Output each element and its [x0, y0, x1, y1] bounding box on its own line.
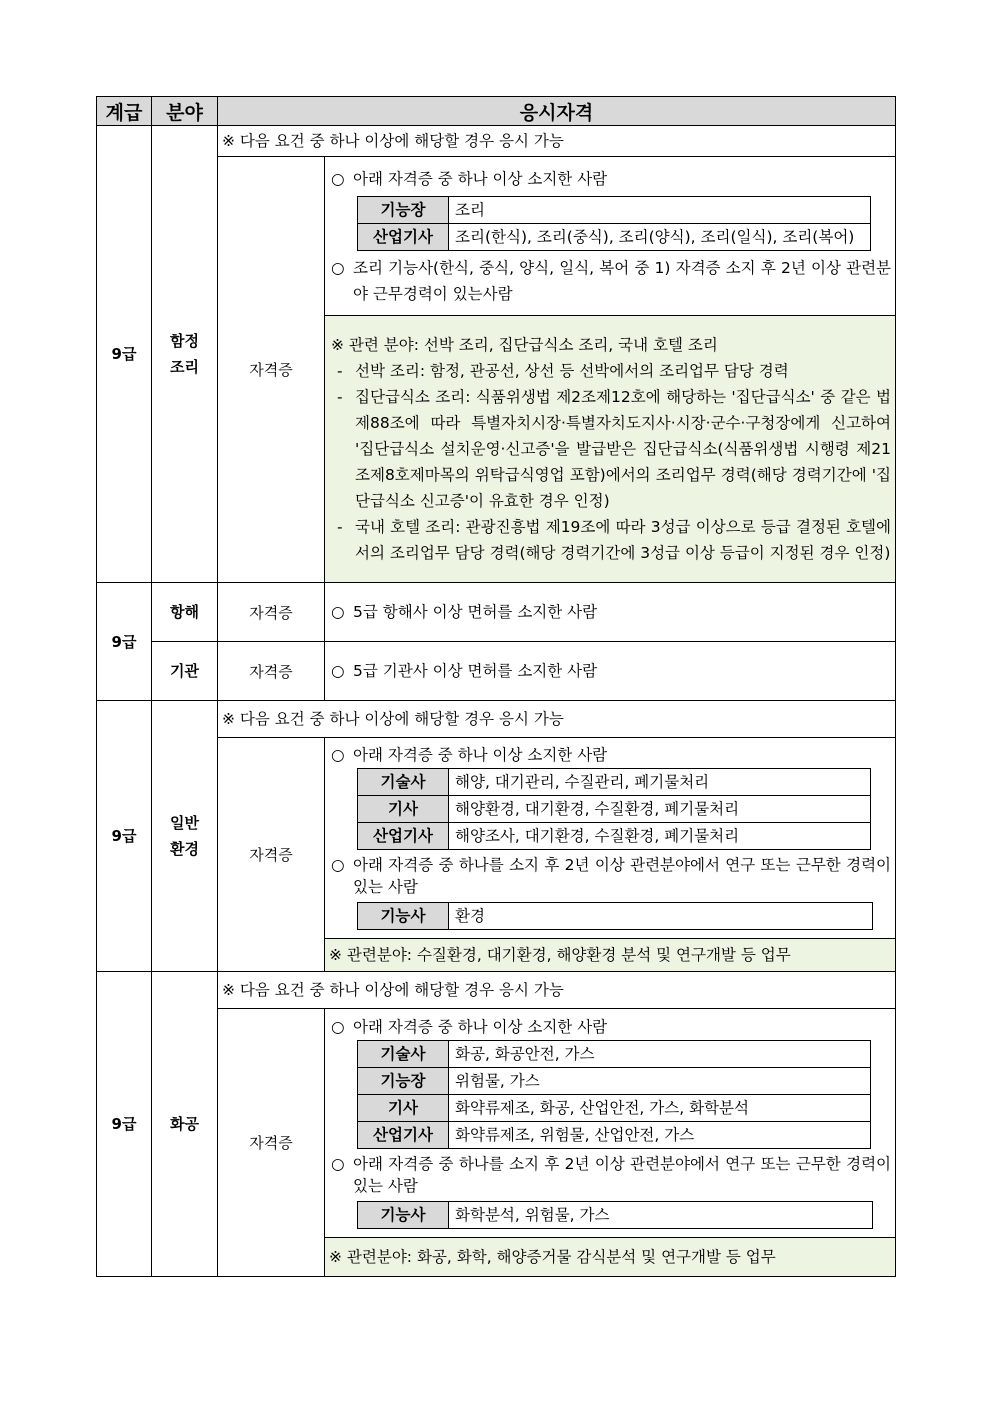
s1-note-title: ※ 관련 분야: 선박 조리, 집단급식소 조리, 국내 호텔 조리 — [331, 336, 718, 354]
cert-row — [358, 1094, 871, 1121]
cert-key: 기능사 — [358, 1201, 449, 1228]
s4-item1 — [331, 1014, 891, 1040]
s3-body — [325, 738, 896, 939]
s2-eng-text: 5급 기관사 이상 면허를 소지한 사람 — [353, 662, 598, 680]
s4-item2 — [331, 1153, 891, 1197]
s1-field-line2: 조리 — [170, 358, 199, 376]
cert-value: 조리(한식), 조리(중식), 조리(양식), 조리(일식), 조리(복어) — [449, 223, 871, 250]
s3-any-condition: ※ 다음 요건 중 하나 이상에 해당할 경우 응시 가능 — [218, 701, 896, 738]
s1-d2-text: 집단급식소 조리: 식품위생법 제2조제12호에 해당하는 '집단급식소' 중 같은 법 제88조에 따라 특별자치시장·특별자치도지사·시장·군수·구청장에게 신고하여 '집단급식소 설치운영·신고증'을 발급받은 집단급식소(식품위생법 시행령 제21조제8호제마목의 위탁급식영업 포함)에서의 조리업무 경력(해당 경력기간에 '집단급식소 신고증'이 유효한 경우 인정) — [355, 388, 892, 510]
s1-d3-text: 국내 호텔 조리: 관광진흥법 제19조에 따라 3성급 이상으로 등급 결정된 호텔에서의 조리업무 담당 경력(해당 경력기간에 3성급 이상 등급이 지정된 경우 인정) — [355, 518, 892, 562]
s1-item1 — [331, 166, 891, 192]
s1-note-d1 — [331, 358, 891, 384]
qualification-table — [96, 96, 896, 1277]
s1-grade: 9급 — [97, 126, 152, 583]
cert-value: 화공, 화공안전, 가스 — [449, 1040, 871, 1067]
s1-license-type: 자격증 — [218, 157, 325, 583]
s3-cert-table — [357, 768, 871, 850]
s1-item2-text: 조리 기능사(한식, 중식, 양식, 일식, 복어 중 1) 자격증 소지 후 2년 이상 관련분야 근무경력이 있는사람 — [353, 258, 892, 303]
cert-key: 기술사 — [358, 769, 449, 796]
s1-body — [325, 157, 896, 316]
s2-eng-license: 자격증 — [218, 642, 325, 701]
cert-key: 기사 — [358, 796, 449, 823]
cert-row — [358, 223, 871, 250]
cert-value: 조리 — [449, 196, 871, 223]
s1-field — [152, 126, 218, 583]
cert-key: 산업기사 — [358, 823, 449, 850]
cert-row — [358, 823, 871, 850]
s4-item1-text: 아래 자격증 중 하나 이상 소지한 사람 — [353, 1017, 608, 1036]
cert-key: 기능장 — [358, 1067, 449, 1094]
s1-field-line1: 함정 — [170, 332, 199, 350]
s4-any-condition: ※ 다음 요건 중 하나 이상에 해당할 경우 응시 가능 — [218, 972, 896, 1009]
bullet-mark: ○ — [331, 662, 345, 680]
s2-grade: 9급 — [97, 583, 152, 701]
cert-row — [358, 769, 871, 796]
s1-item2 — [331, 255, 891, 307]
s4-note: ※ 관련분야: 화공, 화학, 해양증거물 감식분석 및 연구개발 등 업무 — [325, 1238, 896, 1277]
s2-nav-text: 5급 항해사 이상 면허를 소지한 사람 — [353, 603, 598, 621]
header-qualification: 응시자격 — [218, 97, 896, 126]
cert-row — [358, 903, 873, 930]
bullet-mark: ○ — [331, 1154, 345, 1173]
s3-field — [152, 701, 218, 972]
s2-eng-field: 기관 — [152, 642, 218, 701]
s2-nav-license: 자격증 — [218, 583, 325, 642]
cert-row — [358, 1201, 873, 1228]
s2-nav-field: 항해 — [152, 583, 218, 642]
cert-value: 해양, 대기관리, 수질관리, 폐기물처리 — [449, 769, 871, 796]
cert-value: 화약류제조, 화공, 산업안전, 가스, 화학분석 — [449, 1094, 871, 1121]
s1-cert-table — [357, 196, 871, 251]
s1-note — [325, 316, 896, 583]
cert-key: 기술사 — [358, 1040, 449, 1067]
s4-cert-table — [357, 1040, 871, 1149]
s1-note-d2 — [331, 384, 891, 514]
bullet-mark: ○ — [331, 856, 345, 874]
cert-value: 화약류제조, 위험물, 산업안전, 가스 — [449, 1121, 871, 1148]
s3-item1 — [331, 742, 891, 768]
bullet-mark: ○ — [331, 746, 345, 764]
bullet-mark: ○ — [331, 1017, 345, 1036]
s3-item2 — [331, 854, 891, 898]
s1-row-condition — [97, 126, 896, 157]
s2-eng-body — [325, 642, 896, 701]
s4-body — [325, 1009, 896, 1238]
cert-key: 기사 — [358, 1094, 449, 1121]
s1-note-d3 — [331, 514, 891, 566]
s4-grade: 9급 — [97, 972, 152, 1277]
header-row — [97, 97, 896, 126]
s3-grade: 9급 — [97, 701, 152, 972]
s4-cert-table2 — [357, 1201, 873, 1229]
s3-field-line1: 일반 — [170, 814, 199, 832]
s4-license-type: 자격증 — [218, 1009, 325, 1277]
cert-value: 해양환경, 대기환경, 수질환경, 폐기물처리 — [449, 796, 871, 823]
s3-license-type: 자격증 — [218, 738, 325, 972]
header-field: 분야 — [152, 97, 218, 126]
s3-row-condition — [97, 701, 896, 738]
s2-nav-body — [325, 583, 896, 642]
s3-field-line2: 환경 — [170, 840, 199, 858]
s1-item1-text: 아래 자격증 중 하나 이상 소지한 사람 — [353, 169, 608, 188]
s3-item1-text: 아래 자격증 중 하나 이상 소지한 사람 — [353, 746, 608, 764]
s4-item2-text: 아래 자격증 중 하나를 소지 후 2년 이상 관련분야에서 연구 또는 근무한 경력이 있는 사람 — [353, 1154, 892, 1195]
s2-row-eng — [97, 642, 896, 701]
cert-value: 화학분석, 위험물, 가스 — [449, 1201, 873, 1228]
qualification-page — [96, 96, 895, 1277]
s3-item2-text: 아래 자격증 중 하나를 소지 후 2년 이상 관련분야에서 연구 또는 근무한 경력이 있는 사람 — [353, 856, 892, 896]
cert-row — [358, 796, 871, 823]
s1-any-condition: ※ 다음 요건 중 하나 이상에 해당할 경우 응시 가능 — [218, 126, 896, 157]
dash-mark: - — [337, 518, 343, 536]
cert-value: 해양조사, 대기환경, 수질환경, 폐기물처리 — [449, 823, 871, 850]
s2-row-nav — [97, 583, 896, 642]
s3-note: ※ 관련분야: 수질환경, 대기환경, 해양환경 분석 및 연구개발 등 업무 — [325, 939, 896, 972]
cert-value: 환경 — [449, 903, 873, 930]
bullet-mark: ○ — [331, 169, 345, 188]
dash-mark: - — [337, 362, 343, 380]
cert-row — [358, 1040, 871, 1067]
cert-key: 기능장 — [358, 196, 449, 223]
bullet-mark: ○ — [331, 258, 345, 277]
dash-mark: - — [337, 388, 343, 406]
bullet-mark: ○ — [331, 603, 345, 621]
cert-row — [358, 1067, 871, 1094]
header-grade: 계급 — [97, 97, 152, 126]
cert-value: 위험물, 가스 — [449, 1067, 871, 1094]
cert-row — [358, 196, 871, 223]
cert-key: 산업기사 — [358, 1121, 449, 1148]
s3-cert-table2 — [357, 902, 873, 930]
s1-d1-text: 선박 조리: 함정, 관공선, 상선 등 선박에서의 조리업무 담당 경력 — [355, 362, 789, 380]
cert-key: 산업기사 — [358, 223, 449, 250]
cert-row — [358, 1121, 871, 1148]
cert-key: 기능사 — [358, 903, 449, 930]
s4-row-condition — [97, 972, 896, 1009]
s4-field: 화공 — [152, 972, 218, 1277]
